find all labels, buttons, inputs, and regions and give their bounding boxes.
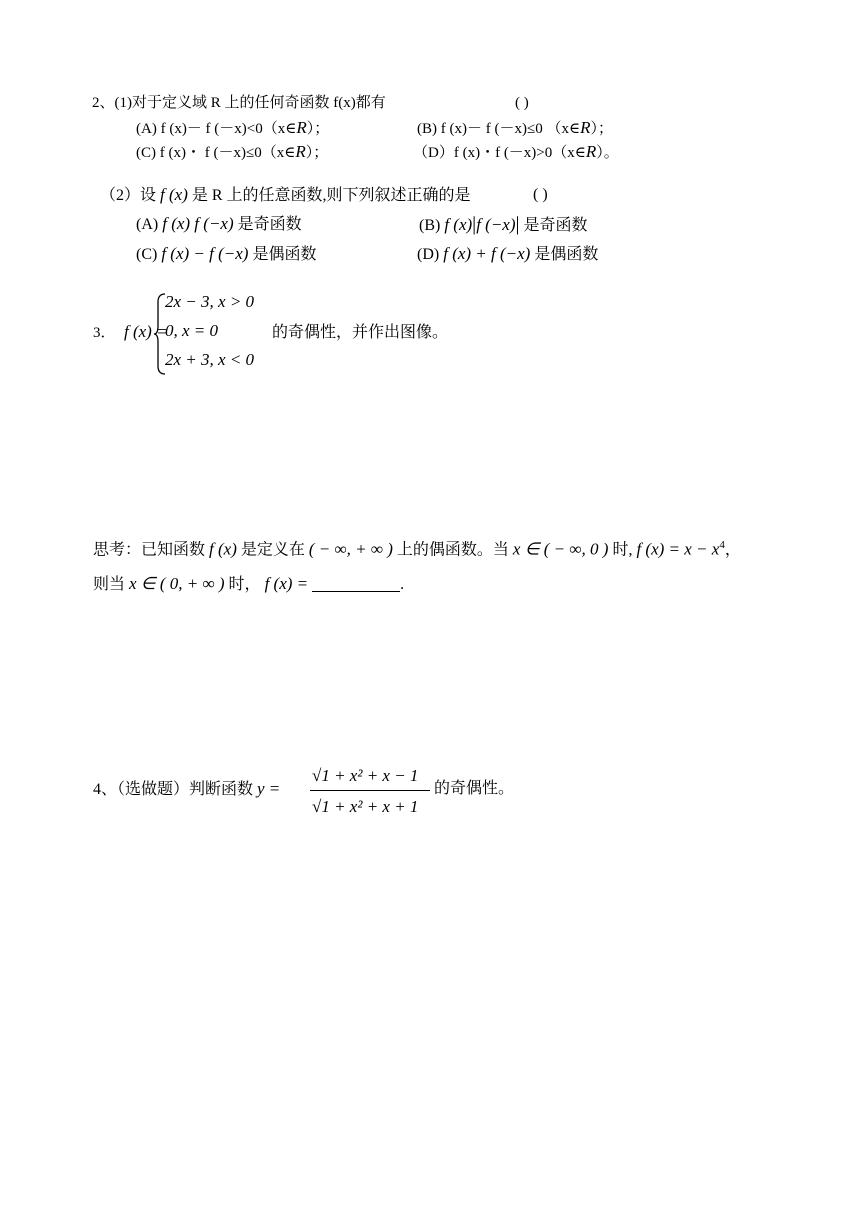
think-math: ( − ∞, + ∞ ) xyxy=(308,539,393,559)
think-text: . xyxy=(400,576,405,593)
option-label: (C) xyxy=(136,246,158,263)
q2-sub2-option-a xyxy=(136,214,302,235)
think-math: f (x) xyxy=(209,539,237,559)
q4-numerator: √1 + x² + x − 1 xyxy=(312,766,419,785)
q2-sub2-paren-text: ( ) xyxy=(533,186,548,203)
option-math: f (x) + f (−x) xyxy=(443,244,531,263)
q2-answer-paren xyxy=(515,93,529,113)
abs-bar-right: | xyxy=(515,213,520,235)
q4-denominator: √1 + x² + x + 1 xyxy=(312,797,419,816)
think-math: x ∈ ( 0, + ∞ ) xyxy=(129,574,225,593)
think-text: 思考：已知函数 xyxy=(93,541,206,559)
think-text: 时， xyxy=(228,576,261,593)
think-line-1 xyxy=(93,535,741,560)
think-text: 上的偶函数。当 xyxy=(396,541,509,559)
option-text: 是偶函数 xyxy=(252,246,317,263)
option-math: f (x) f (−x) xyxy=(162,214,234,233)
think-text: 是定义在 xyxy=(240,541,305,559)
q4-prefix xyxy=(93,779,280,800)
q2-option-a xyxy=(136,118,329,139)
q3-text xyxy=(272,323,448,343)
q2-sub2-option-d xyxy=(417,244,598,265)
q3-piece-negative: 2x + 3, x < 0 xyxy=(165,350,255,369)
q3-number-text: 3． xyxy=(93,325,116,341)
q3-piece-positive: 2x − 3, x > 0 xyxy=(165,292,255,311)
think-math: f (x) = x − x xyxy=(636,539,720,559)
option-label: (D) xyxy=(417,246,440,263)
answer-blank[interactable] xyxy=(312,575,400,592)
q2-option-d-text: （D）f (x)・f (－x)>0（x∈ xyxy=(413,145,586,161)
q2-paren-text: ( ) xyxy=(515,95,529,111)
q3-text-content: 的奇偶性，并作出图像。 xyxy=(272,324,449,341)
option-text: 是偶函数 xyxy=(534,246,599,263)
q2-sub2-text: 是 R 上的任意函数,则下列叙述正确的是 xyxy=(191,187,471,204)
q2-option-c-text: (C) f (x)・ f (－x)≤0（x∈ xyxy=(136,145,296,161)
think-math: f (x) = xyxy=(264,574,309,593)
q3-piece-zero: 0, x = 0 xyxy=(165,321,219,340)
q2-option-b-tail: ）； xyxy=(590,121,613,137)
think-line-2 xyxy=(93,574,404,595)
think-text: 时, xyxy=(612,541,633,559)
q3-lhs-text: f (x) = xyxy=(124,322,168,341)
option-text: 是奇函数 xyxy=(237,216,302,233)
option-text: 是奇函数 xyxy=(523,217,588,234)
q2-option-b-text: (B) f (x)－ f (－x)≤0 （x∈ xyxy=(417,121,581,137)
q4-prefix-text: 4、（选做题）判断函数 xyxy=(93,781,254,798)
think-text: 则当 xyxy=(93,576,126,593)
q2-header xyxy=(92,93,386,113)
q2-option-a-tail: ）； xyxy=(306,121,330,137)
think-exponent: 4 xyxy=(719,539,725,551)
fraction-bar xyxy=(310,790,430,791)
think-text: ， xyxy=(724,541,741,559)
q4-text xyxy=(434,779,514,799)
q2-sub2-prefix: （2）设 xyxy=(100,187,157,204)
q2-option-b xyxy=(417,118,613,139)
q2-option-a-text: (A) f (x)－ f (－x)<0（x∈ xyxy=(136,121,297,137)
option-label: (B) xyxy=(419,217,441,234)
q4-lhs: y = xyxy=(257,779,281,798)
q2-sub2-fx: f (x) xyxy=(160,185,188,204)
option-math: f (x) − f (−x) xyxy=(161,244,249,263)
option-label: (A) xyxy=(136,216,159,233)
q2-header-text: 2、(1)对于定义域 R 上的任何奇函数 f(x)都有 xyxy=(92,95,386,111)
q3-number xyxy=(93,323,116,343)
q2-option-d-tail: ）。 xyxy=(596,145,619,161)
q2-option-a-set: R xyxy=(296,118,307,137)
q2-option-b-set: R xyxy=(580,118,591,137)
option-math: f (x) xyxy=(444,215,473,234)
q4-text-content: 的奇偶性。 xyxy=(434,780,515,797)
think-math: x ∈ ( − ∞, 0 ) xyxy=(512,539,609,559)
q2-option-d-set: R xyxy=(585,142,597,161)
option-math: f (−x) xyxy=(476,215,516,234)
q2-option-c-tail: ）； xyxy=(305,145,329,161)
q2-option-d xyxy=(413,142,619,163)
q2-sub2-stem xyxy=(100,185,471,206)
q2-sub2-option-c xyxy=(136,244,316,265)
abs-bar-left: | xyxy=(472,213,477,235)
q2-option-c xyxy=(136,142,328,163)
q2-sub2-paren xyxy=(533,185,548,205)
q2-sub2-option-b xyxy=(419,214,588,236)
q2-option-c-set: R xyxy=(295,142,306,161)
